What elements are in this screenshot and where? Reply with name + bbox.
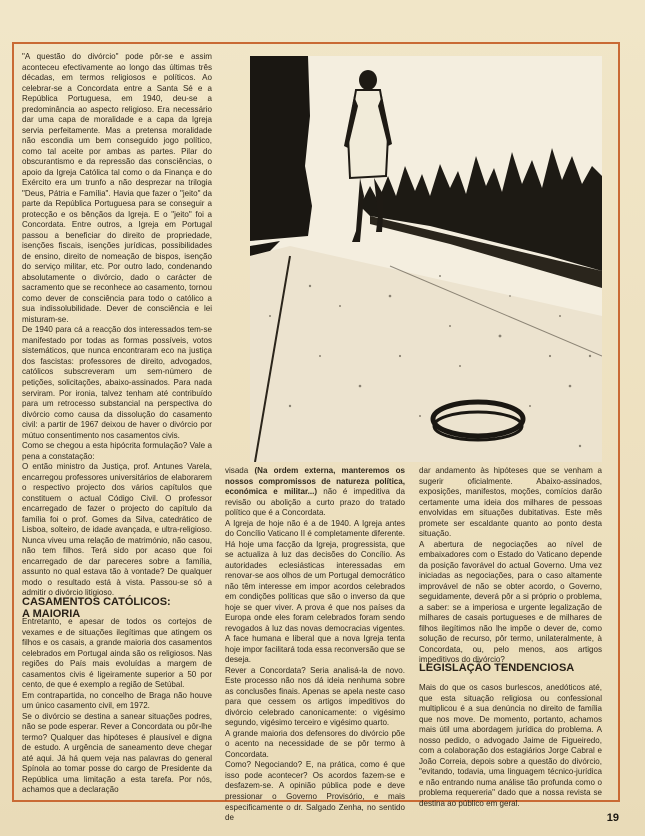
page-number: 19 bbox=[606, 812, 619, 824]
column-2-quote: (Na ordem externa, manteremos os nossos compromissos de natureza política, económica e militar...) bbox=[225, 466, 406, 497]
section-heading-casamentos: CASAMENTOS CATÓLICOS: A MAIORIA bbox=[22, 596, 171, 620]
column-2-lead: visada bbox=[225, 466, 255, 475]
article-column-2 bbox=[225, 466, 405, 824]
article-column-3-bottom: Mais do que os casos burlescos, anedóticos até, que esta situação religiosa ou confessional multiplicou é a sua denúncia no direito de família que nos move. De momento, portanto, achamos mais útil uma abordagem jurídica do problema. A nosso pedido, o advogado Jaime de Figueiredo, com a colaboração dos estagiários Jorge Cabral e João Correia, depois sobre a questão do divórcio, "evitando, todavia, uma linguagem técnico-jurídica e não entrando numa análise tão profunda como o problema requereria" dado que a nossa revista se destina ao público em geral. bbox=[419, 683, 602, 808]
section-heading-legislacao: LEGISLAÇÃO TENDENCIOSA bbox=[419, 662, 575, 674]
article-column-1: "A questão do divórcio" pode pôr-se e assim aconteceu efectivamente ao longo das últimas três décadas, em termos religiosos e políticos. Ao celebrar-se a Concordata entre a Santa Sé e a República Portuguesa, em 1940, deu-se a predominância ao aspecto religioso. Era necessário dar uma capa de moralidade e a capa da Igreja servia perfeitamente. Mas a pretensa moralidade não escondia um bem conseguido jogo político, como tal aceite por ambas as partes. Pilar do obscurantismo e da repressão das consciências, o apoio da Igreja Católica tal como o da Finança e do Exército era um trunfo a não desprezar na trilogia "Deus, Pátria e Família". Havia que fazer o "jeito" da parte da República Portuguesa para se conseguir a protecção e os bênçãos da Igreja. E o "jeito" foi a Concordata. Entre outros, a Igreja em Portugal passou a beneficiar do direito de propriedade, isenções fiscais, isenções jurídicas, possibilidades de ensino, direito de nomeação de bispos, isenção do serviço militar, etc. Por outro lado, condenando absolutamente o divórcio, dado o carácter de sacramento que se reconhece ao casamento, tornou como dever de consciência para todo o católico a sua indissolubilidade. Dever de consciência e lei misturam-se. De 1940 para cá a reacção dos interessados tem-se manifestado por todas as formas possíveis, votos sistemáticos, que nunca encontraram eco na justiça dos fascistas: professores de direito, advogados, católicos subscreveram um sem-número de petições, solicitações, abaixo-assinados. Para nada serviram. Por ironia, talvez tenham até contribuído para um retrocesso substancial na perspectiva do divórcio como causa da dissolução do casamento civil: a partir de 1967 deixou de haver o divórcio por mútuo consentimento nos casamentos civis. Como se chegou a esta hipócrita formulação? Vale a pena a constatação: O então ministro da Justiça, prof. Antunes Varela, encarregou professores universitários de elaborarem o respectivo projecto dos vários capítulos que constituem o actual Código Civil. O professor encarregado de fazer o projecto do capítulo da família foi o prof. Gomes da Silva, catedrático de Lisboa, solteiro, de idade avançada, e ultra-religioso. Nunca viveu uma relação de matrimónio, não casou, não tem filhos. Terá sido por acaso que foi encarregado de dar pareceres sobre a família, assunto no qual estava tão à vontade? De qualquer modo o resultado está à vista. Passou-se só a admitir o divórcio litigioso. bbox=[22, 52, 212, 598]
article-column-1-bottom: Entretanto, e apesar de todos os cortejos de vexames e de situações ilegítimas que atingem os filhos e os casais, a grande maioria dos casamentos celebrados em Portugal ainda são os religiosos. Nas regiões do País mais evoluídas a margem de casamentos civis é ligeiramente superior a 50 por cento, de que é exemplo a região de Setúbal. Em contrapartida, no concelho de Braga não houve um único casamento civil, em 1972. Se o divórcio se destina a sanear situações podres, não se pode esperar. Rever a Concordata ou pôr-lhe termo? Qualquer das hipóteses é plausível e digna de estudo. A urgência de saneamento deve chegar até aqui. Já há quem veja nas palavras do general Spínola ao tomar posse do cargo de Presidente da República uma limitação a esta tarefa. Por nós, achamos que a declaração bbox=[22, 617, 212, 795]
photo-woman-walking-road bbox=[250, 56, 602, 462]
article-column-3: dar andamento às hipóteses que se venham a sugerir oficialmente. Abaixo-assinados, exposições, manifestos, moções, comícios darão certamente uma ideia dos milhares de pessoas envolvidas em situações dubitativas. Este mês promete ser escaldante quanto ao ponto desta situação. A abertura de negociações ao nível de embaixadores com o Estado do Vaticano depende da posição favorável do actual Governo. Uma vez iniciadas as negociações, para o caso altamente improvável de não se obter acordo, o Governo, seguidamente, deverá pôr a si próprio o problema, a saber: se a imperiosa e urgente legalização de milhares de casais portugueses e de milhares de filhos ilegítimos não lhe impõe o dever de, como solução de recurso, pôr termo, unilateralmente, à Concordata, ou, pelo menos, aos artigos impeditivos do divórcio? bbox=[419, 466, 602, 665]
column-2-rest: não é impeditiva da revisão ou abolição a curto prazo do tratado político que é a Concordata. A Igreja de hoje não é a de 1940. A Igreja antes do Concílio Vaticano II é completamente diferente. Há hoje uma facção da Igreja, progressista, que se actualiza à luz das decisões do Concílio. As autoridades eclesiásticas interessadas em renovar-se aos olhos de um Portugal democrático não têm interesse em impor acordos celebrados em condições políticas que são o inverso da que hoje se quer viver. A prova é que nos países da Europa onde eles foram celebrados foram sendo revogados à luz das novas democracias vigentes. A face humana e liberal que a nova Igreja tenta hoje impor facilitará toda essa reconversão que se deseja. Rever a Concordata? Seria analisá-la de novo. Este processo não nos dá ideia nenhuma sobre as conclusões finais. Apenas se apela neste caso para que cessem os artigos impeditivos do divórcio celebrado canonicamente: o vigésimo segundo, vigésimo terceiro e vigésimo quarto. A grande maioria dos defensores do divórcio põe o acento na necessidade de se pôr termo à Concordata. Como? Negociando? E, na prática, como é que isso pode acontecer? Os acordos fazem-se e desfazem-se. A opinião pública pode e deve pressionar o Governo Provisório, e mais especificamente o dr. Salgado Zenha, no sentido de bbox=[225, 487, 405, 823]
article-photo bbox=[250, 56, 602, 462]
